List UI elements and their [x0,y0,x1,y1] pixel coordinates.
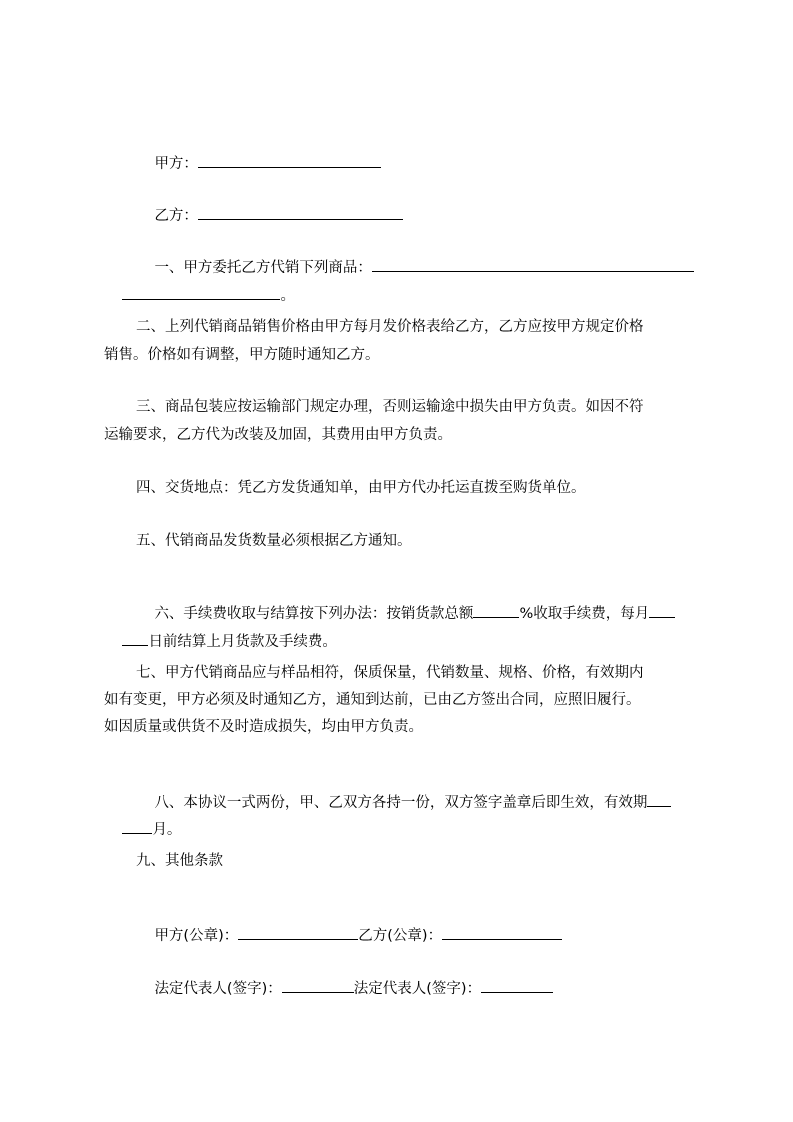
clause-9: 九、其他条款 [136,853,223,869]
clause-8-text-a: 八、本协议一式两份，甲、乙双方各持一份，双方签字盖章后即生效，有效期 [154,795,648,811]
party-b-seal-label: 乙方(公章)： [358,928,443,944]
party-a-rep-blank[interactable] [282,978,354,993]
clause-4: 四、交货地点：凭乙方发货通知单，由甲方代办托运直拨至购货单位。 [136,480,586,496]
clause-8-text-b: 月。 [152,822,182,838]
clause-1-text: 一、甲方委托乙方代销下列商品： [154,260,372,276]
party-b-rep-blank[interactable] [481,978,553,993]
party-b-label: 乙方： [154,208,198,224]
clause-1-blank-1[interactable] [372,257,694,272]
clause-1-line-1 [136,237,694,276]
clause-7-line-3: 如因质量或供货不及时造成损失，均由甲方负责。 [104,719,423,735]
settle-day-blank-1[interactable] [649,603,675,618]
clause-5: 五、代销商品发货数量必须根据乙方通知。 [136,533,412,549]
clause-6-text-b: %收取手续费，每月 [519,606,650,622]
fee-percent-blank[interactable] [473,603,519,618]
party-b-line [136,185,403,224]
clause-8-line-1 [136,772,671,811]
clause-1-line-2 [104,265,295,304]
representative-line [136,958,553,997]
clause-2-line-1: 二、上列代销商品销售价格由甲方每月发价格表给乙方，乙方应按甲方规定价格 [136,319,644,335]
validity-blank-1[interactable] [647,792,671,807]
party-a-blank[interactable] [198,153,381,168]
clause-1-blank-2[interactable] [122,285,280,300]
clause-2-line-2: 销售。价格如有调整，甲方随时通知乙方。 [104,347,380,363]
clause-6-text-c: 日前结算上月货款及手续费。 [148,634,337,650]
clause-6-line-2 [104,611,337,650]
party-a-line [136,133,381,172]
clause-7-line-2: 如有变更，甲方必须及时通知乙方，通知到达前，已由乙方签出合同，应照旧履行。 [104,692,641,708]
seal-line [136,905,562,944]
settle-day-blank-2[interactable] [122,631,148,646]
party-b-blank[interactable] [198,205,403,220]
party-a-label: 甲方： [154,156,198,172]
party-b-seal-blank[interactable] [442,925,562,940]
clause-8-line-2 [104,799,182,838]
clause-7-line-1: 七、甲方代销商品应与样品相符，保质保量，代销数量、规格、价格，有效期内 [136,665,644,681]
clause-3-line-2: 运输要求，乙方代为改装及加固，其费用由甲方负责。 [104,427,452,443]
validity-blank-2[interactable] [122,819,152,834]
party-a-rep-label: 法定代表人(签字)： [154,981,282,997]
clause-3-line-1: 三、商品包装应按运输部门规定办理，否则运输途中损失由甲方负责。如因不符 [136,399,644,415]
party-a-seal-label: 甲方(公章)： [154,928,239,944]
party-a-seal-blank[interactable] [238,925,358,940]
clause-1-end: 。 [280,288,295,304]
party-b-rep-label: 法定代表人(签字)： [353,981,482,997]
clause-6-line-1 [136,583,675,622]
clause-6-text-a: 六、手续费收取与结算按下列办法：按销货款总额 [154,606,474,622]
